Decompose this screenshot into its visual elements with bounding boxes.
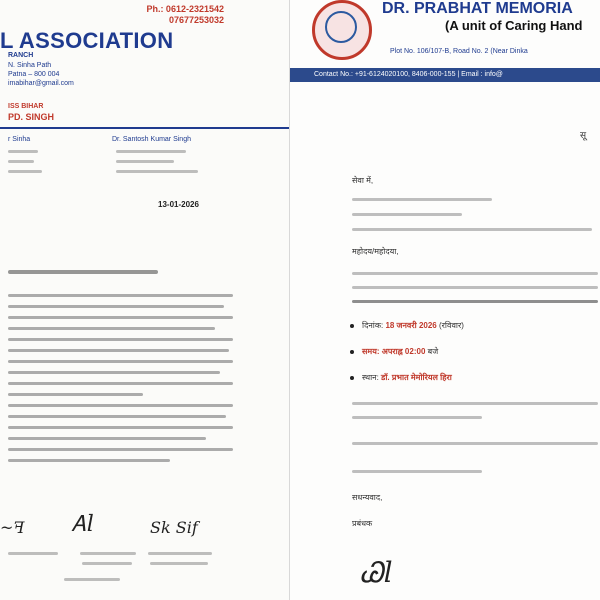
- signature-caption: [80, 552, 136, 555]
- letter-body: [8, 286, 233, 470]
- signature-1: ~ꟻ: [0, 518, 25, 537]
- letterhead-title: L ASSOCIATION: [0, 28, 174, 53]
- body-line: [352, 272, 598, 275]
- signature-2: Ꭺl: [72, 512, 94, 537]
- subject-line: [8, 270, 158, 274]
- signature-3: Sk Sif: [150, 518, 198, 537]
- bullet: [350, 350, 354, 354]
- subject-line: [352, 228, 592, 231]
- officer-detail-line: [8, 150, 38, 153]
- letterhead-phone-mobile: 07677253032: [168, 15, 224, 25]
- page-marker: सू: [580, 130, 587, 140]
- letterhead-address-line1: N. Sinha Path: [8, 62, 52, 69]
- body-line: [352, 300, 598, 303]
- officer-detail-line: [8, 170, 42, 173]
- letterhead-president: PD. SINGH: [8, 112, 55, 122]
- body-line: [352, 416, 482, 419]
- sender-title: प्रबंधक: [352, 519, 373, 528]
- letterhead-email: imabihar@gmail.com: [8, 80, 74, 87]
- event-time: समय: अपराह्न 02:00 बजे: [362, 347, 439, 356]
- body-line: [352, 286, 598, 289]
- body-line: [352, 402, 598, 405]
- letterhead-address-line2: Patna – 800 004: [8, 71, 60, 78]
- bullet: [350, 376, 354, 380]
- officer-left-name: r Sinha: [8, 136, 31, 143]
- bullet: [350, 324, 354, 328]
- signature-caption: [8, 552, 58, 555]
- right-letter: [290, 0, 600, 600]
- officer-detail-line: [8, 160, 34, 163]
- salutation: सेवा में,: [352, 176, 374, 185]
- event-date: दिनांक: 18 जनवरी 2026 (रविवार): [362, 321, 464, 330]
- letterhead-address: Plot No. 106/107-B, Road No. 2 (Near Dinka: [390, 48, 528, 55]
- letterhead-phone: Ph.: 0612-2321542: [146, 4, 224, 14]
- body-line: [352, 470, 482, 473]
- letter-date: 13-01-2026: [158, 200, 199, 209]
- letterhead-subtitle: (A unit of Caring Hand: [445, 18, 583, 33]
- signature-caption: [64, 578, 120, 581]
- officer-detail-line: [116, 150, 186, 153]
- recipient-line: [352, 213, 462, 216]
- recipient-line: [352, 198, 492, 201]
- letterhead-title: DR. PRABHAT MEMORIA: [382, 0, 573, 17]
- closing: सधन्यवाद,: [352, 493, 383, 502]
- letterhead-rule: [0, 127, 290, 129]
- signature-caption: [148, 552, 212, 555]
- event-place: स्थान: डॉ. प्रभात मेमोरियल हिरा: [362, 373, 452, 382]
- officer-detail-line: [116, 170, 198, 173]
- body-line: [352, 442, 598, 445]
- greeting: महोदय/महोदया,: [352, 247, 399, 256]
- letterhead-contact-bar: Contact No.: +91-6124020100, 8406-000-155 | Email : info@: [290, 68, 600, 82]
- signature-caption: [150, 562, 208, 565]
- left-letter: [0, 0, 290, 600]
- signature-caption: [82, 562, 132, 565]
- hospital-logo-icon: [312, 0, 372, 60]
- officer-detail-line: [116, 160, 174, 163]
- letterhead-branch: RANCH: [8, 52, 34, 59]
- officer-right-name: Dr. Santosh Kumar Singh: [112, 136, 191, 143]
- letterhead-state: ISS BIHAR: [8, 103, 44, 110]
- signature: Ꮚl: [360, 556, 393, 589]
